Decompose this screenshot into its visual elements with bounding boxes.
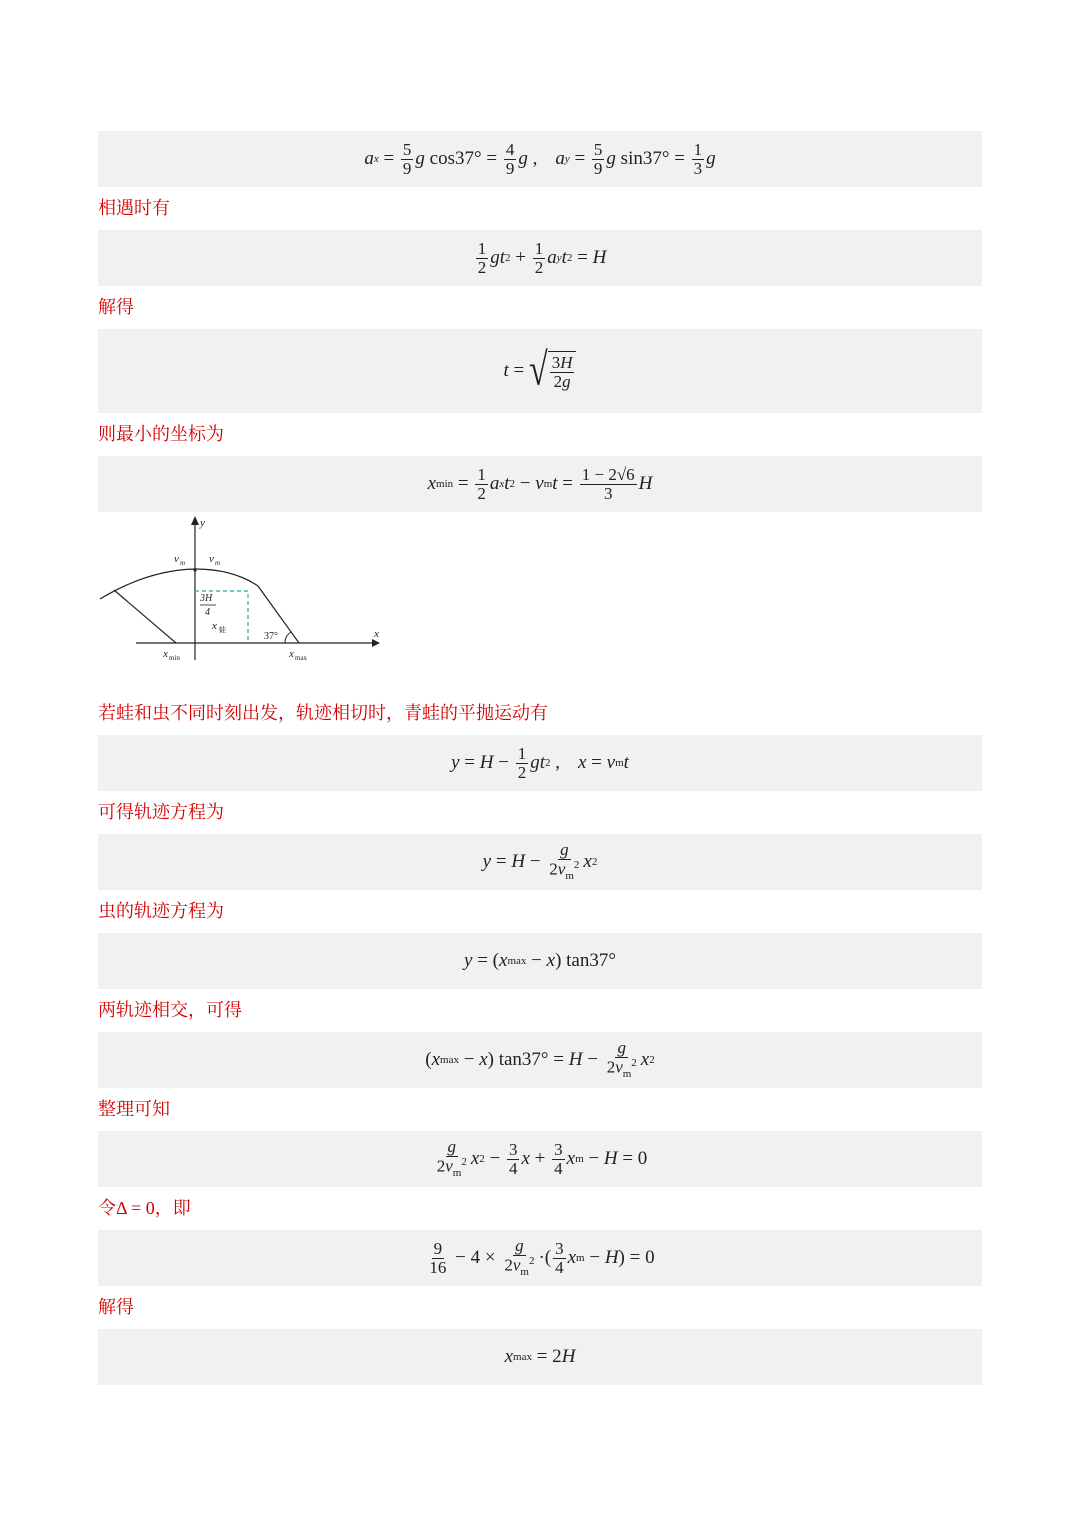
label-angle: 37° [264,631,278,642]
label-v-right-sub: m [215,559,221,567]
label-delta [98,1187,982,1230]
y-axis-arrow [191,516,199,525]
equation-intersection: ( x max − x ) tan37° = H − $\frac{g}{2v_m^2}$ x 2 [98,1032,982,1088]
equation-x-min: x min = $\frac{1}{2}$ a x t 2 − v m t = $\frac{1 - 2√6}{3}$ H [98,456,982,512]
label-traj-frog: 可得轨迹方程为 [98,802,224,823]
equation-discriminant: $\frac{9}{16}$ − 4 × $\frac{g}{2v_m^2}$ ·( $\frac{3}{4}$ x m − H ) = 0 [98,1230,982,1286]
label-arrange: 整理可知 [98,1099,170,1120]
label-delta-suffix: ，即 [154,1198,191,1219]
equation-frog-trajectory: y = H − $\frac{g}{2v_m^2}$ x 2 [98,834,982,890]
label-delta-eq: Δ = 0 [116,1198,155,1218]
label-x-max: x [289,648,294,660]
frog-trajectory [100,569,258,599]
label-x-max-sub: max [295,654,308,662]
label-axis-y: y [200,517,205,529]
equation-quadratic: $\frac{g}{2v_m^2}$ x 2 − $\frac{3}{4}$ x + $\frac{3}{4}$ x m − H = 0 [98,1131,982,1187]
label-v-left-sub: m [180,559,186,567]
label-tangent: 若蛙和虫不同时刻出发，轨迹相切时，青蛙的平抛运动有 [98,703,548,724]
trajectory-diagram [98,512,982,692]
equation-projectile: y = H − $\frac{1}{2}$ gt 2 , x = v m t [98,735,982,791]
equation-meet: $\frac{1}{2}$ gt 2 + $\frac{1}{2}$ a y t 2 = H [98,230,982,286]
top-point [193,568,196,571]
label-delta-prefix: 令 [98,1198,116,1219]
label-traj-bug: 虫的轨迹方程为 [98,901,224,922]
label-intersect: 两轨迹相交，可得 [98,1000,242,1021]
label-frac-num: 3H [200,593,213,604]
label-x-min-sub: min [169,654,180,662]
equation-acceleration-components: a x = $\frac{5}{9}$ g cos37° = $\frac{4}{9}$ g , a y = $\frac{5}{9}$ g sin37° = $\frac{1}{3}$ g [98,131,982,187]
label-v-right: v [209,553,214,565]
label-min-coord: 则最小的坐标为 [98,424,224,445]
equation-time: t = √ $\frac{3H}{2g}$ [98,329,982,413]
angle-arc [285,632,291,643]
trajectory-diagram-svg [98,512,398,692]
label-x-min: x [163,648,168,660]
equation-x-max: x max = 2 H [98,1329,982,1385]
label-x-mid: x [212,620,217,632]
x-axis-arrow [372,639,380,647]
label-frac-den: 4 [205,607,210,618]
solution-page [98,131,982,1385]
left-line [114,590,176,643]
equation-bug-trajectory: y = ( x max − x ) tan37° [98,933,982,989]
label-solve-2: 解得 [98,1297,134,1318]
label-v-left: v [174,553,179,565]
label-x-mid-sub: 蛙 [219,626,226,634]
label-meet: 相遇时有 [98,198,170,219]
label-solve-1: 解得 [98,297,134,318]
label-axis-x: x [374,628,379,640]
